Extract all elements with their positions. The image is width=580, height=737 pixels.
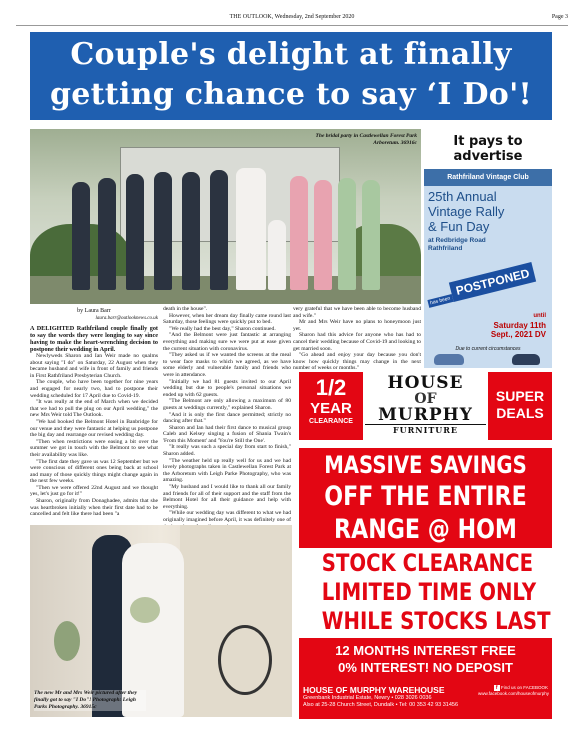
event-title [424, 186, 552, 234]
has-been-label: has been [427, 294, 453, 308]
article-column-1 [30, 325, 158, 521]
tractor-icon [512, 354, 540, 365]
article-paragraph: "The first date they gave us was 12 September but we were conscious of different ones being back at school and many of those quickly things might change again in the next few weeks. [30, 458, 158, 485]
event-line: & Fun Day [428, 219, 490, 234]
article-paragraph: "Then we were offered 22nd August and we thought yes, let's just go for it!" [30, 484, 158, 498]
venue-line: at Redbridge Road [428, 237, 486, 244]
article-paragraph: "And it is only the first dance permitted; strictly no dancing after that." [163, 411, 291, 425]
store-footer [299, 682, 552, 719]
half-year-badge [299, 372, 363, 440]
range-at-home: RANGE @ HOM [334, 514, 517, 545]
masthead [16, 14, 568, 26]
article-paragraph: "We really had the best day," Sharon continued. [169, 325, 276, 332]
article-paragraph: "Go ahead and enjoy your day because you don't know how quickly things may change in the next number of weeks or months." [293, 352, 421, 372]
article-paragraph: "It really was such a special day from start to finish," Sharon added. [163, 444, 291, 458]
limited-time: LIMITED TIME ONLY [321, 578, 537, 606]
logo-word: MURPHY [378, 405, 473, 425]
photo-caption: The bridal party in Castlewellan Forest Park Arboretum. 36916c [315, 133, 417, 146]
facebook-block [478, 685, 548, 697]
groomsman-figure [126, 174, 144, 290]
pays-line-2: advertise [453, 149, 523, 164]
super-label: SUPER [495, 388, 545, 404]
article-paragraph: Sharon and Ian had their first dance to musical group Caleb and Kelsey singing a fusion of Shania Twain's 'From this Moment' and 'You're Still the One'. [163, 424, 291, 444]
it-pays-to-advertise [424, 131, 552, 167]
clearance-label: CLEARANCE [309, 418, 353, 425]
groomsman-figure [72, 182, 90, 290]
event-line: Vintage Rally [428, 204, 505, 219]
article-paragraph: Sharon, originally from Donaghadee, admits that she was heartbroken initially when their first date had to be cancelled and felt like there had been "a [30, 498, 158, 518]
article-paragraph: Mr and Mrs Weir have no plans to honeymoon just yet. [293, 319, 421, 332]
until-label: until [533, 313, 546, 319]
article-paragraph: "The Belmont are only allowing a maximum of 80 guests at weddings currently," explained Sharon. [163, 398, 291, 411]
year-label: YEAR [310, 400, 352, 417]
super-deals-badge [488, 372, 552, 440]
publication-line: THE OUTLOOK, Wednesday, 2nd September 2020 [229, 14, 355, 20]
postponed-banner: POSTPONED [449, 262, 537, 302]
event-line: 25th Annual [428, 189, 497, 204]
headline: Couple's delight at finally getting chance to say ‘I Do'! [30, 32, 552, 120]
stock-clearance: STOCK CLEARANCE [321, 549, 534, 577]
flower-pot-shape [54, 621, 80, 661]
due-note: Due to current circumstances [455, 346, 521, 352]
massive-savings: MASSIVE SAVINGS [324, 451, 527, 479]
stock-clearance-block [299, 548, 552, 638]
article-paragraph: "We had booked the Belmont Hotel in Banbridge for our venue and they were fantastic at helping us postpone the big day and rearrange our revised wedding day. [30, 418, 158, 439]
club-name: Rathfriland Vintage Club [424, 169, 552, 186]
groom-figure [210, 170, 228, 290]
article-paragraph: "Initially we had 81 guests invited to our April wedding but due to people's personal situations we ended up with 62 guests. [163, 378, 291, 398]
savings-banner [299, 448, 552, 548]
bouquet-shape [130, 597, 160, 623]
facebook-url: www.facebook.com/houseofmurphy [478, 691, 550, 696]
bridesmaid-figure [314, 180, 332, 290]
venue-line: Rathfriland [428, 245, 463, 252]
bridesmaid-figure [362, 180, 380, 290]
logo-word: FURNITURE [365, 424, 486, 435]
house-of-murphy-logo [365, 374, 486, 440]
article-paragraph: death in the house". [163, 306, 208, 312]
rally-box [424, 169, 552, 368]
warehouse-name: HOUSE OF MURPHY WAREHOUSE [303, 685, 445, 695]
vintage-car-icon [434, 354, 464, 365]
groomsman-figure [182, 172, 200, 290]
new-date-line: Sept., 2021 DV [490, 330, 546, 339]
deals-label: DEALS [496, 405, 544, 421]
article-paragraph: very grateful that we have been able to become husband and wife." [293, 306, 421, 319]
address-line: Greenbank Industrial Estate, Newry • 028 3026 0036 [303, 695, 432, 701]
event-venue [424, 234, 552, 253]
finance-offer [299, 638, 552, 682]
new-date-line: Saturday 11th [493, 321, 546, 330]
article-paragraph: "While our wedding day was different to what we had originally imagined before April, it was definitely one of [163, 510, 291, 523]
off-entire: OFF THE ENTIRE [324, 481, 527, 512]
facebook-icon: f [494, 685, 500, 691]
article-column-2 [163, 306, 291, 521]
article-intro: A DELIGHTED Rathfriland couple finally got to say the words they were longing to say since having to make the heart-wrenching decision to postpone their wedding in April. [30, 325, 158, 353]
address-line: Also at 25-28 Church Street, Dundalk • Tel: 00 353 42 93 31456 [303, 702, 459, 708]
bride-figure [236, 168, 266, 290]
photo-caption: The new Mr and Mrs Weir pictured after they finally got to say "I Do"! Photograph: Leigh Parks Photography. 36915c [34, 690, 146, 711]
article-paragraph: "The weather held up really well for us and we had lovely photographs taken in Castlewellan Forest Park at the Arboretum with Leigh Parke Photography, who was amazing. [163, 457, 291, 484]
article-paragraph: Newlyweds Sharon and Ian Weir made no qualms about saying "I do" on Saturday, 22 August when they became husband and wife in front of family and friends in First Rathfriland Presbyterian Church. [30, 353, 158, 379]
new-date [491, 312, 546, 339]
article-paragraph: "They asked us if we wanted the screens at the meal to wear face masks to which we agreed, as we have some elderly and vulnerable family and friends who were in attendance. [163, 352, 291, 378]
logo-word: HOUSE [387, 373, 464, 393]
article-paragraph: "And the Belmont were just fantastic at arranging everything and making sure we were put at ease given the current situation with coronavirus. [163, 332, 291, 352]
rally-advert [424, 131, 552, 368]
while-stocks-last: WHILE STOCKS LAST [321, 607, 551, 635]
bridesmaid-figure [290, 176, 308, 290]
article-paragraph: "It was really at the end of March when we decided that we had to pull the plug on our April wedding," the new Mrs Weir told The Outlook. [30, 399, 158, 419]
groomsman-figure [154, 172, 172, 290]
article-paragraph: Sharon had this advice for anyone who has had to cancel their wedding because of Covid-19 and looking to get married soon. [293, 332, 421, 352]
bridal-party-photo [30, 129, 421, 304]
article-paragraph: However, when her dream day finally came round last Saturday, those feelings were quickly put to bed. [163, 312, 291, 326]
logo-word: OF [414, 391, 437, 407]
bicycle-wheel-shape [218, 625, 272, 695]
furniture-advert [299, 372, 552, 719]
interest-free-line: 12 MONTHS INTEREST FREE [335, 643, 516, 658]
facebook-label: Find us on FACEBOOK [500, 685, 548, 690]
article-paragraph: The couple, who have been together for nine years and engaged for nearly two, had to postpone their wedding scheduled for 17 April due to Covid-19. [30, 379, 158, 399]
pays-line-1: It pays to [453, 134, 523, 149]
bridesmaid-figure [338, 178, 356, 290]
byline: by Laura Barr [77, 308, 111, 314]
couple-photo [30, 525, 292, 717]
article-paragraph: "My husband and I would like to thank all our family and friends for all of their support and the staff from the Belmont Hotel for all their guidance and help with everything. [163, 484, 291, 510]
no-deposit-line: 0% INTEREST! NO DEPOSIT [338, 660, 513, 675]
flowergirl-figure [268, 220, 286, 290]
article-paragraph: "Then when restrictions were easing a bit over the summer we got in touch with the Belmont to see what their availability was like. [30, 438, 158, 458]
groomsman-figure [98, 178, 116, 290]
page-number: Page 3 [551, 14, 568, 20]
half-label: 1/2 [315, 375, 347, 400]
article-column-3 [293, 306, 421, 372]
author-email: laura.barr@outlooknews.co.uk [95, 316, 158, 321]
